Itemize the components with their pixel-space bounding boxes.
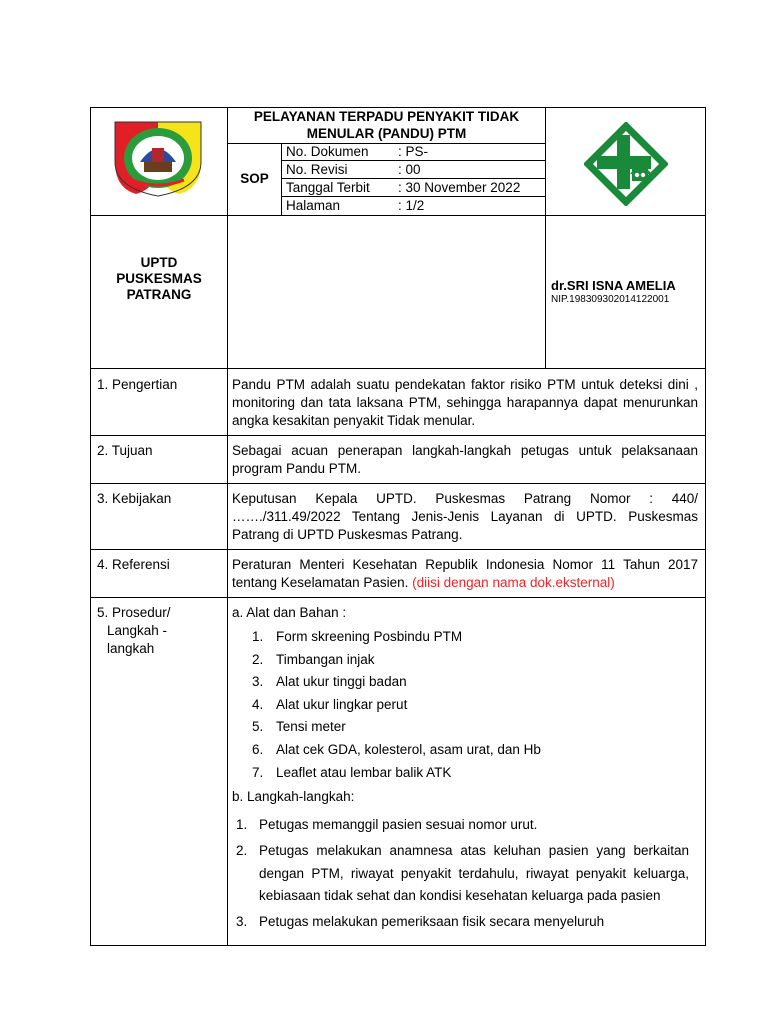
section-text-pengertian: Pandu PTM adalah suatu pendekatan faktor risiko PTM untuk deteksi dini , monitoring dan tata laksana PTM, sehingga harapannya dapat menurunkan angka kesakitan penyakit Tidak menular. [232,377,698,428]
signer-name: dr.SRI ISNA AMELIA [551,278,676,293]
section-label-prosedur [97,604,171,658]
list-item-text: Alat ukur lingkar perut [276,696,408,712]
list-item-number: 4. [252,696,264,712]
doc-field-label: Halaman [286,198,341,213]
list-item [252,628,692,651]
prosedur-label-line-1: 5. Prosedur/ [97,605,171,620]
list-item-text: Timbangan injak [276,651,375,667]
list-item-number: 7. [252,764,264,780]
org-line-1: UPTD [140,255,178,270]
list-item-text: Tensi meter [276,719,346,735]
list-item-number: 1. [252,629,264,644]
section-label-kebijakan: 3. Kebijakan [97,491,172,506]
section-text-kebijakan: Keputusan Kepala UPTD. Puskesmas Patrang Nomor : 440/ ……./311.49/2022 Tentang Jenis-Jenis Layanan di UPTD. Puskesmas Patrang di UPTD Puskesmas Patrang. [232,491,698,542]
list-item-text: Petugas memanggil pasien sesuai nomor urut. [259,817,538,832]
referensi-text: Peraturan Menteri Kesehatan Republik Indonesia Nomor 11 Tahun 2017 tentang Keselamatan Pasien. [232,557,698,590]
list-item-number: 5. [252,719,264,735]
list-item-number: 1. [236,817,248,832]
signer-nip: NIP.198309302014122001 [551,294,670,305]
prosedur-label-line-3: langkah [107,641,155,656]
section-text-tujuan: Sebagai acuan penerapan langkah-langkah petugas untuk pelaksanaan program Pandu PTM. [232,443,698,476]
langkah-list [236,814,689,933]
list-item-text: Petugas melakukan pemeriksaan fisik secara menyeluruh [259,913,605,929]
doc-field-label: No. Revisi [286,162,348,177]
alat-heading: a. Alat dan Bahan : [232,605,347,620]
section-label-referensi: 4. Referensi [97,557,170,572]
referensi-note: (diisi dengan nama dok.eksternal) [412,575,615,590]
prosedur-label-line-2: Langkah - [107,623,168,638]
langkah-heading: b. Langkah-langkah: [232,789,355,804]
sop-label: SOP [240,171,269,186]
list-item-number: 3. [236,913,248,929]
list-item-number: 3. [252,674,264,690]
doc-field-value: : 1/2 [398,198,425,213]
doc-field-label: Tanggal Terbit [286,180,370,195]
section-label-tujuan: 2. Tujuan [97,443,153,458]
list-item [252,696,692,719]
section-label-pengertian: 1. Pengertian [97,377,178,392]
list-item [252,764,692,787]
list-item-number: 2. [252,651,264,667]
list-item [252,741,692,764]
list-item [252,718,692,741]
doc-field-label: No. Dokumen [286,144,369,159]
list-item-text: Leaflet atau lembar balik ATK [276,764,452,780]
list-item [252,651,692,674]
list-item [252,673,692,696]
title-line-1: PELAYANAN TERPADU PENYAKIT TIDAK [253,109,520,124]
list-item-text: Alat cek GDA, kolesterol, asam urat, dan Hb [276,741,541,757]
list-item [236,840,689,908]
document-title [228,108,545,142]
doc-field-value: : PS- [398,144,429,159]
organization-name [91,255,227,303]
doc-field-value: : 00 [398,162,421,177]
doc-field-value: : 30 November 2022 [398,180,521,195]
list-item-number: 2. [236,843,248,858]
list-item-text: Alat ukur tinggi badan [276,674,407,690]
section-text-referensi [232,556,698,592]
puskesmas-logo [584,122,668,206]
title-line-2: MENULAR (PANDU) PTM [306,126,467,141]
org-line-3: PATRANG [126,287,192,302]
list-item [236,814,689,836]
list-item-number: 6. [252,741,264,757]
alat-list [252,628,692,786]
org-line-2: PUSKESMAS [116,271,202,286]
list-item [236,911,689,933]
list-item-text: Petugas melakukan anamnesa atas keluhan pasien yang berkaitan dengan PTM, riwayat penyakit terdahulu, riwayat penyakit keluarga, kebiasaan tidak sehat dan kondisi kesehatan keluarga pada pasien [259,843,689,903]
regency-seal-logo [112,118,204,198]
list-item-text: Form skreening Posbindu PTM [276,629,463,644]
